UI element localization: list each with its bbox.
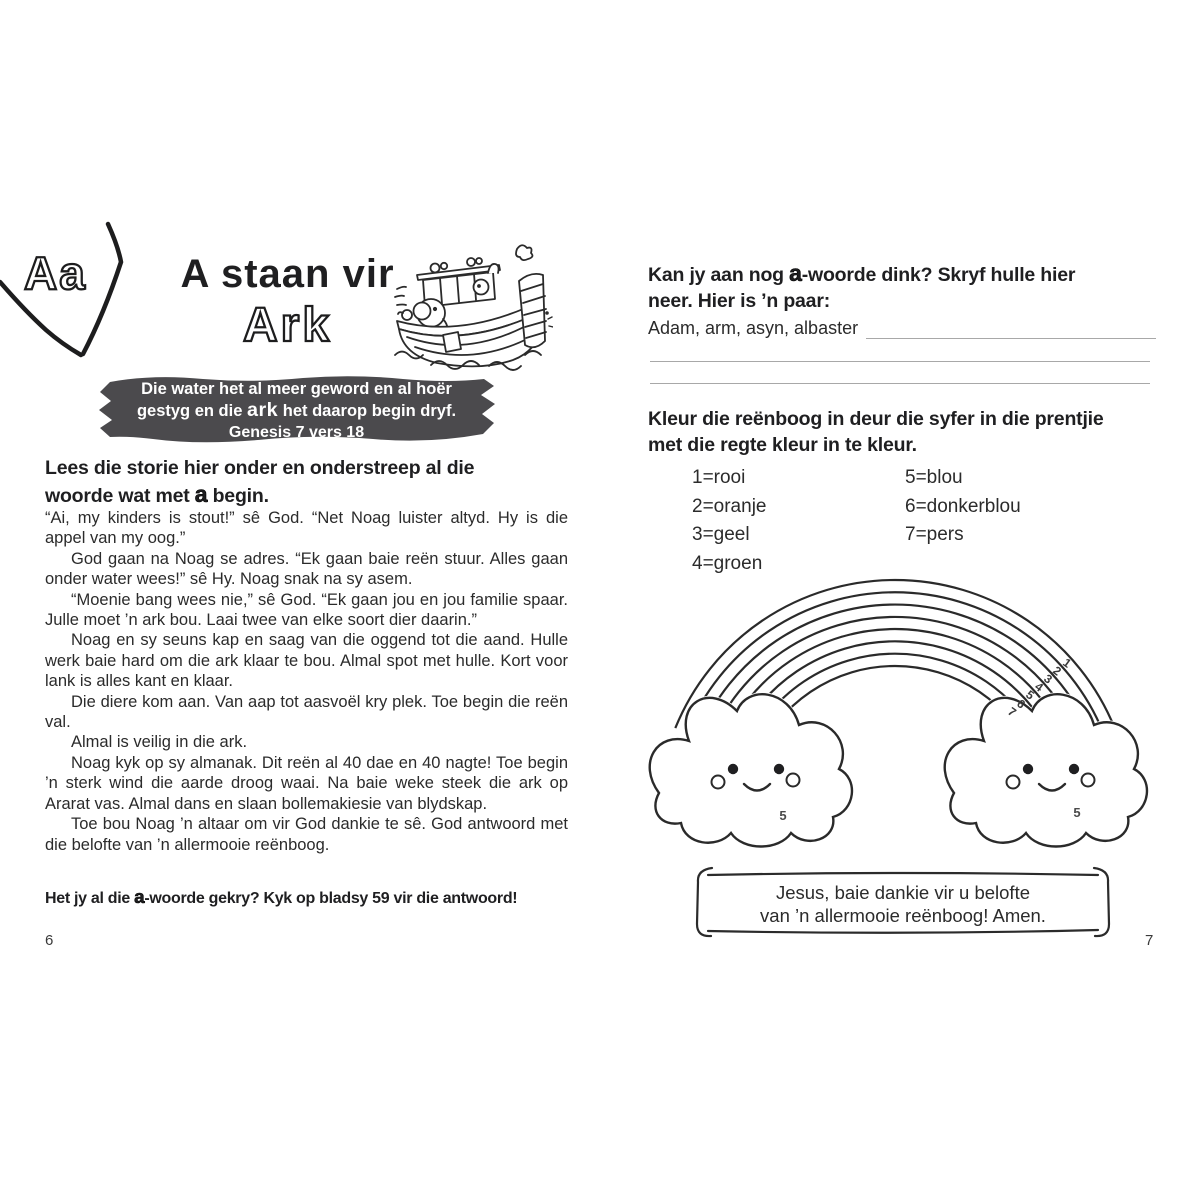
band-number: 1 xyxy=(1060,655,1074,671)
writing-line xyxy=(650,372,1150,384)
story-text xyxy=(45,508,568,855)
verse-line1: Die water het al meer geword en al hoër xyxy=(141,380,452,398)
highlight-letter-a: a xyxy=(194,481,208,507)
write-activity-heading: Kan jy aan nog a-woorde dink? Skryf hulle hier neer. Hier is ’n paar: xyxy=(648,260,1076,312)
page-number-left: 6 xyxy=(45,932,54,949)
cloud-color-number: 5 xyxy=(779,808,787,823)
story-paragraph: “Moenie bang wees nie,” sê God. “Ek gaan jou en jou familie spaar. Julle moet ’n ark bou. Laai twee van elke soort dier daarin.” xyxy=(45,590,568,630)
color-activity-heading: Kleur die reënboog in deur die syfer in die prentjie met die regte kleur in te kleur. xyxy=(648,408,1104,456)
story-instruction: Lees die storie hier onder en onderstreep al die woorde wat met a begin. xyxy=(45,457,475,507)
legend-item: 6=donkerblou xyxy=(905,495,1021,517)
writing-line xyxy=(866,320,1156,339)
example-words-row xyxy=(648,318,1156,339)
prayer-box xyxy=(688,866,1118,940)
story-paragraph: Noag en sy seuns kap en saag van die oggend tot die aand. Hulle werk baie hard om die ark klaar te bou. Almal spot met hulle. Kort voor lank is alles kant en klaar. xyxy=(45,631,568,691)
story-paragraph: “Ai, my kinders is stout!” sê God. “Net Noag luister altyd. Hy is die appel van my oog.” xyxy=(45,509,568,548)
page-number-right: 7 xyxy=(1145,932,1154,949)
band-number: 7 xyxy=(1005,704,1019,720)
legend-item: 2=oranje xyxy=(692,495,767,517)
verse-reference: Genesis 7 vers 18 xyxy=(228,424,365,441)
legend-item: 5=blou xyxy=(905,467,963,488)
story-paragraph: Noag kyk op sy almanak. Dit reën al 40 dae en 40 nagte! Toe begin ’n sterk wind die aarde droog waai. Na baie weke steek die ark op Ararat vas. Almal dans en slaan bollemakiesie van blydskap. xyxy=(45,753,568,813)
band-number: 3 xyxy=(1041,671,1055,687)
story-paragraph: Die diere kom aan. Van aap tot aasvoël kry plek. Toe begin die reën val. xyxy=(45,692,568,732)
rainbow-coloring-illustration xyxy=(645,572,1165,867)
story-paragraph: Almal is veilig in die ark. xyxy=(71,733,248,752)
noahs-ark-illustration xyxy=(393,233,553,373)
band-number: 5 xyxy=(1023,687,1037,703)
highlight-letter-a: a xyxy=(789,260,802,286)
story-paragraph: Toe bou Noag ’n altaar om vir God dankie te sê. God antwoord met die belofte van ’n allermooie reënboog. xyxy=(45,815,568,854)
cloud-color-number: 5 xyxy=(1073,805,1081,820)
prayer-line2: van ’n allermooie reënboog! Amen. xyxy=(760,905,1046,926)
cloud-right xyxy=(945,694,1147,846)
story-paragraph: God gaan na Noag se adres. “Ek gaan baie reën stuur. Alles gaan onder water wees!” sê Hy. Noag snak na sy asem. xyxy=(45,549,568,589)
band-number: 4 xyxy=(1032,679,1046,695)
verse-bold-word: ark xyxy=(246,399,279,421)
letter-tab-label: Aa xyxy=(24,247,87,299)
page-title-line2: Ark xyxy=(242,299,333,352)
prayer-line1: Jesus, baie dankie vir u belofte xyxy=(775,882,1030,903)
legend-item: 1=rooi xyxy=(692,467,746,488)
highlight-letter-a: a xyxy=(134,886,145,907)
verse-banner xyxy=(98,370,495,448)
example-words: Adam, arm, asyn, albaster xyxy=(648,318,859,338)
verse-line2: gestyg en die ark het daarop begin dryf. xyxy=(136,399,457,421)
legend-item: 4=groen xyxy=(692,552,763,574)
writing-line xyxy=(650,350,1150,362)
legend-item: 3=geel xyxy=(692,524,750,545)
legend-item: 7=pers xyxy=(905,524,964,545)
page-title-line1: A staan vir xyxy=(180,252,395,296)
band-number: 6 xyxy=(1014,696,1028,712)
band-number: 2 xyxy=(1050,663,1064,679)
footer-question: Het jy al die a-woorde gekry? Kyk op bladsy 59 vir die antwoord! xyxy=(45,886,518,907)
